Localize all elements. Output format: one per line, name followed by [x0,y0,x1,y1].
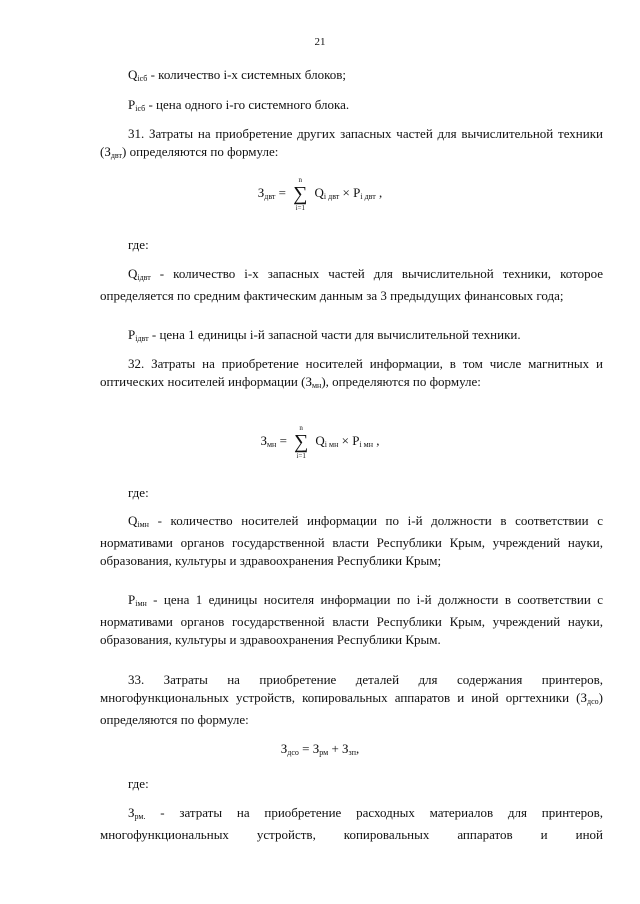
definition-p-idvt: $P_{iдвт}$ - цена 1 единицы i-й запасной части для вычислительной техники. [128,327,521,343]
sum-sign: n ∑ i=1 [293,176,308,212]
paragraph-32: 32. Затраты на приобретение носителей информации, в том числе магнитных и оптических носителей информации $(З_{мн})$, определяются по формуле: [100,356,603,390]
definition-p-imn: $P_{iмн}$ - цена 1 единицы носителя информации по i-й должности в соответствии с нормативами органов государственной власти Республики Крым, учреждений науки, образования, культуры и здравоохранения Республики Крым. [100,592,603,647]
definition-p-isb: $P_{iсб}$ - цена одного i-го системного блока. [128,97,350,113]
where-label-2: где: [128,485,149,500]
where-label-1: где: [128,237,149,252]
formula-32: $З_{мн}$ = n ∑ i=1 $Q_{i мн} \times P_{i мн}$ , [260,424,380,460]
sum-sign: n ∑ i=1 [294,424,309,460]
formula-33: $З_{дсо} = З_{рм} + З_{зп}$, [280,741,360,757]
where-label-3: где: [128,776,149,791]
paragraph-33: 33. Затраты на приобретение деталей для содержания принтеров, многофункциональных устройств, копировальных аппаратов и иной оргтехники $(З_{дсо})$ определяются по формуле: [100,672,603,727]
formula-31: $З_{двт}$ = n ∑ i=1 $Q_{i двт} \times P_{i двт}$ , [257,176,383,212]
definition-z-rm: $З_{рм.}$ - затраты на приобретение расходных материалов для принтеров, многофункциональных устройств, копировальных аппаратов и иной [100,805,603,842]
definition-q-isb: $Q_{iсб}$ - количество i-х системных блоков; [128,67,346,83]
definition-q-idvt: $Q_{iдвт}$ - количество i-х запасных частей для вычислительной техники, которое определяется по средним фактическим данным за 3 предыдущих финансовых года; [100,266,603,303]
definition-q-imn: $Q_{iмн}$ - количество носителей информации по i-й должности в соответствии с нормативами органов государственной власти Республики Крым, учреждений науки, образования, культуры и здравоохранения Республики Крым; [100,513,603,568]
page-number: 21 [314,36,326,48]
paragraph-31: 31. Затраты на приобретение других запасных частей для вычислительной техники $(З_{двт})$ определяются по формуле: [100,126,603,160]
